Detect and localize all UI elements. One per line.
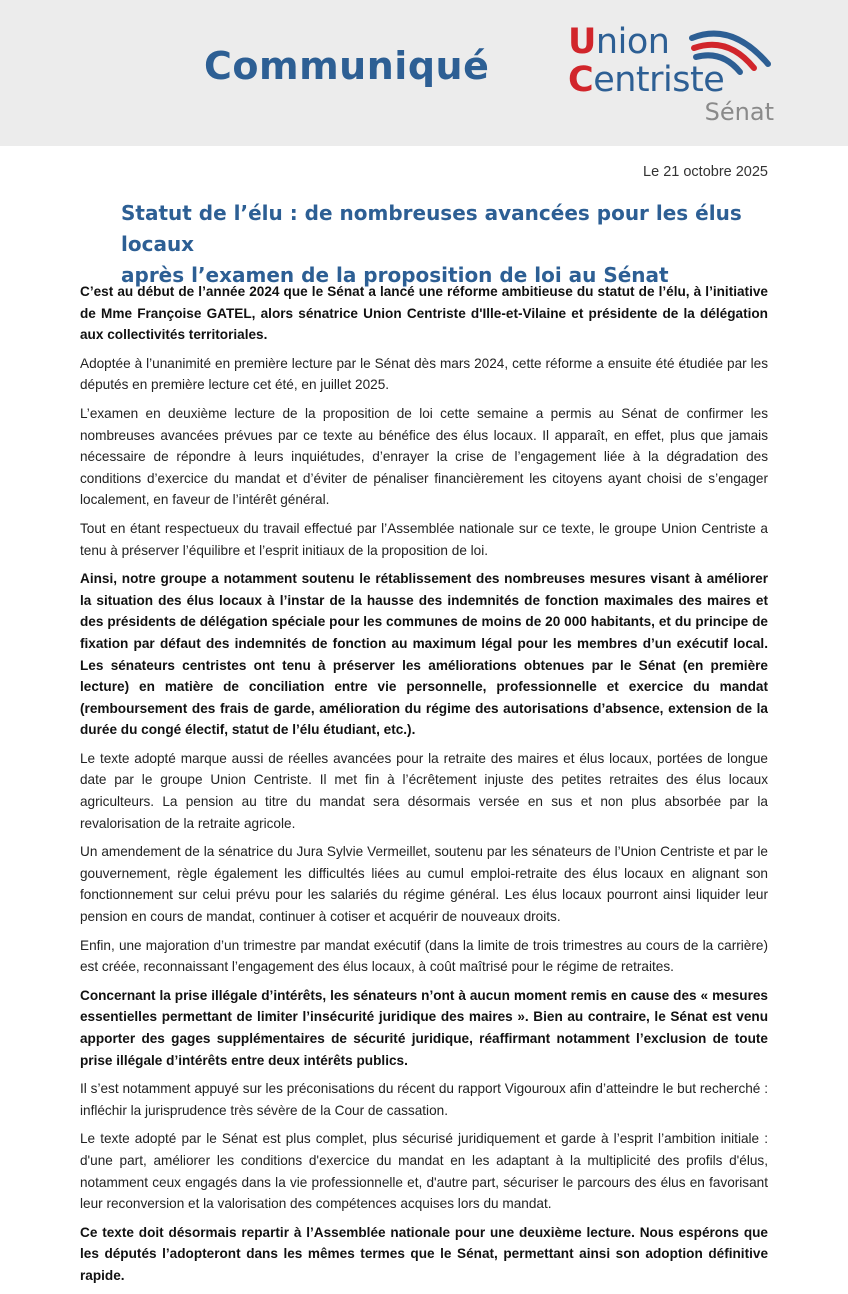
logo-subtitle-senat: Sénat xyxy=(704,98,774,126)
header-band xyxy=(0,0,848,146)
union-centriste-logo xyxy=(566,18,776,130)
paragraph: Ce texte doit désormais repartir à l’Assemblée nationale pour une deuxième lecture. Nous espérons que les députés l’adopteront dans les mêmes termes que le Sénat, permettant ainsi son adoption définitive rapide. xyxy=(80,1224,768,1283)
headline-line: Statut de l’élu : de nombreuses avancées pour les élus locaux xyxy=(121,201,742,256)
paragraph: Adoptée à l’unanimité en première lecture par le Sénat dès mars 2024, cette réforme a ensuite été étudiée par les députés en première lecture cet été, en juillet 2025. xyxy=(80,355,768,393)
paragraph: L’examen en deuxième lecture de la proposition de loi cette semaine a permis au Sénat de confirmer les nombreuses avancées prévues par ce texte au bénéfice des élus locaux. Il apparaît, en effet, plus que jamais nécessaire de répondre à leurs inquiétudes, d’enrayer la crise de l’engagement liée à la dégradation des conditions d’exercice du mandat et d’éviter de pénaliser financièrement les citoyens ayant choisi de s’engager localement, en faveur de l’intérêt général. xyxy=(80,405,768,508)
logo-word-centriste: Centriste xyxy=(568,60,725,100)
paragraph: Enfin, une majoration d’un trimestre par mandat exécutif (dans la limite de trois trimestres au cours de la carrière) est créée, reconnaissant l’engagement des élus locaux, à coût maîtrisé pour le régime de retraites. xyxy=(80,937,768,975)
paragraph: Un amendement de la sénatrice du Jura Sylvie Vermeillet, soutenu par les sénateurs de l’Union Centriste et par le gouvernement, règle également les difficultés liées au cumul emploi-retraite des élus locaux en alignant son fonctionnement sur celui prévu pour les salariés du régime général. Les élus locaux pourront ainsi liquider leur pension en cours de mandat, continuer à cotiser et acquérir de nouveaux droits. xyxy=(80,844,768,925)
press-release-date: Le 21 octobre 2025 xyxy=(643,164,768,180)
paragraph: Il s’est notamment appuyé sur les préconisations du récent du rapport Vigouroux afin d’atteindre le but recherché : infléchir la jurisprudence très sévère de la Cour de cassation. xyxy=(80,1081,768,1118)
paragraph: Concernant la prise illégale d’intérêts, les sénateurs n’ont à aucun moment remis en cause des « mesures essentielles permettant de limiter l’insécurité juridique des maires ». Bien au contraire, le Sénat est venu apporter des gages supplémentaires de sécurité juridique, réaffirmant notamment l’exclusion de toute prise illégale d’intérêts entre deux intérêts publics. xyxy=(80,987,768,1068)
logo-word-union: Union xyxy=(568,22,670,62)
paragraph: Le texte adopté marque aussi de réelles avancées pour la retraite des maires et élus locaux, portées de longue date par le groupe Union Centriste. Il met fin à l’écrêtement injuste des petites retraites des élus locaux agriculteurs. La pension au titre du mandat sera désormais versée en sus et non plus absorbée par la revalorisation de la retraite agricole. xyxy=(80,750,768,831)
paragraph: Tout en étant respectueux du travail effectué par l’Assemblée nationale sur ce texte, le groupe Union Centriste a tenu à préserver l’équilibre et l’esprit initiaux de la proposition de loi. xyxy=(80,520,768,558)
paragraph: C’est au début de l’année 2024 que le Sénat a lancé une réforme ambitieuse du statut de l’élu, à l’initiative de Mme Françoise GATEL, alors sénatrice Union Centriste d'Ille-et-Vilaine et présidente de la délégation aux collectivités territoriales. xyxy=(80,284,768,343)
paragraph: Ainsi, notre groupe a notamment soutenu le rétablissement des nombreuses mesures visant à améliorer la situation des élus locaux à l’instar de la hausse des indemnités de fonction maximales des maires et des présidents de délégation spéciale pour les communes de moins de 20 000 habitants, et du principe de fixation par défaut des indemnités de fonction au maximum légal pour les membres d’un exécutif local. Les sénateurs centristes ont tenu à préserver les améliorations obtenues par le Sénat (en première lecture) en matière de conciliation entre vie personnelle, professionnelle et exercice du mandat (remboursement des frais de garde, amélioration du régime des autorisations d’absence, extension de la durée du congé électif, statut de l’élu étudiant, etc.). xyxy=(80,571,768,738)
headline xyxy=(121,198,771,291)
page-title: Communiqué xyxy=(204,44,490,88)
headline-line: après l’examen de la proposition de loi au Sénat xyxy=(121,263,669,287)
paragraph: Le texte adopté par le Sénat est plus complet, plus sécurisé juridiquement et garde à l’esprit l’ambition initiale : d'une part, améliorer les conditions d'exercice du mandat en les adaptant à la multiplicité des profils d'élus, notamment ceux engagés dans la vie professionnelle et, d'autre part, sécuriser le parcours des élus en favorisant leur reconversion et la valorisation des compétences acquises lors du mandat. xyxy=(80,1131,768,1212)
body-text xyxy=(80,281,768,1294)
